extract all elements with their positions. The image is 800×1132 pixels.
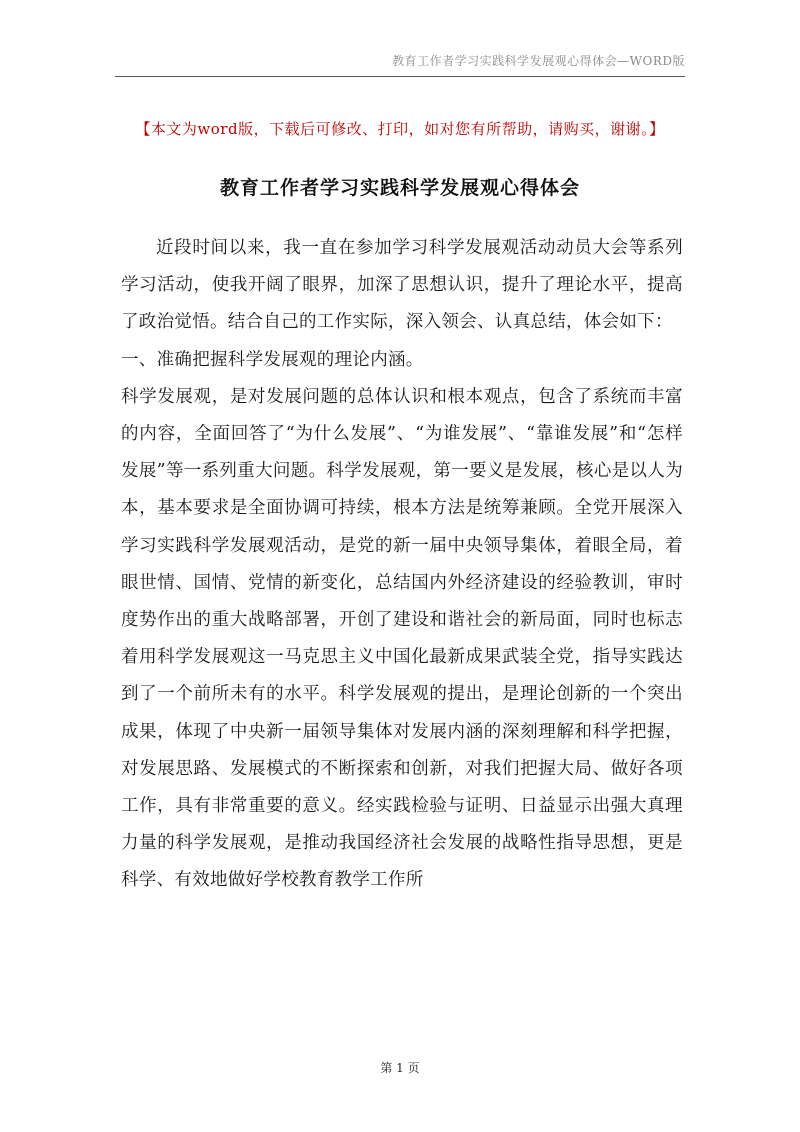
page-number: 第 1 页 bbox=[380, 1061, 420, 1075]
document-body bbox=[121, 230, 683, 900]
intro-paragraph: 近段时间以来，我一直在参加学习科学发展观活动动员大会等系列学习活动，使我开阔了眼界，加深了思想认识，提升了理论水平，提高了政治觉悟。结合自己的工作实际，深入领会、认真总结，体会如下： bbox=[121, 238, 683, 333]
section-heading: 一、准确把握科学发展观的理论内涵。 bbox=[121, 349, 424, 370]
purchase-notice: 【本文为word版，下载后可修改、打印，如对您有所帮助，请购买，谢谢。】 bbox=[135, 120, 665, 138]
running-title: 教育工作者学习实践科学发展观心得体会—WORD版 bbox=[392, 54, 685, 68]
page-header bbox=[115, 52, 685, 77]
body-paragraph: 科学发展观，是对发展问题的总体认识和根本观点，包含了系统而丰富的内容，全面回答了“为什么发展”、“为谁发展”、“靠谁发展”和“怎样发展”等一系列重大问题。科学发展观，第一要义是发展，核心是以人为本，基本要求是全面协调可持续，根本方法是统筹兼顾。全党开展深入学习实践科学发展观活动，是党的新一届中央领导集体，着眼全局，着眼世情、国情、党情的新变化，总结国内外经济建设的经验教训，审时度势作出的重大战略部署，开创了建设和谐社会的新局面，同时也标志着用科学发展观这一马克思主义中国化最新成果武装全党，指导实践达到了一个前所未有的水平。科学发展观的提出，是理论创新的一个突出成果，体现了中央新一届领导集体对发展内涵的深刻理解和科学把握，对发展思路、发展模式的不断探索和创新，对我们把握大局、做好各项工作，具有非常重要的意义。经实践检验与证明、日益显示出强大真理力量的科学发展观，是推动我国经济社会发展的战略性指导思想，更是科学、有效地做好学校教育教学工作所 bbox=[121, 386, 683, 891]
document-title: 教育工作者学习实践科学发展观心得体会 bbox=[219, 177, 580, 199]
